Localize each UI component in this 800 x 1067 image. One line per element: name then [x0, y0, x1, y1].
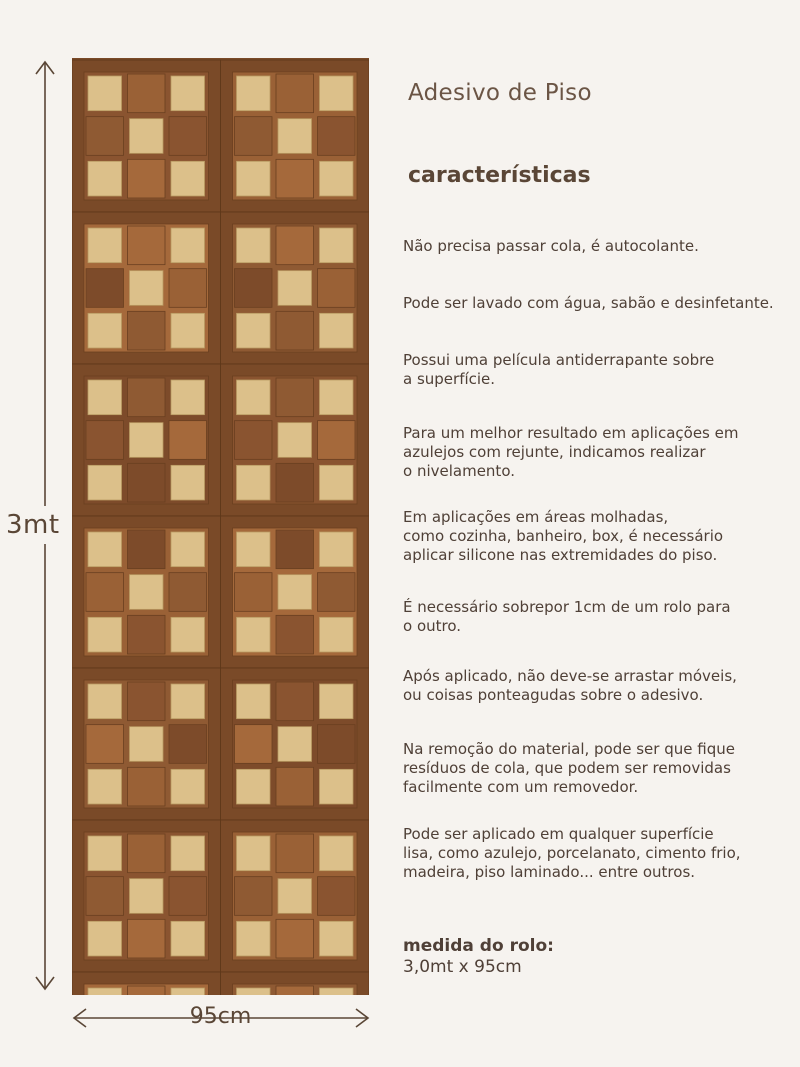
parquet-light-block — [320, 465, 354, 500]
roll-size-label: medida do rolo: — [403, 936, 554, 956]
parquet-light-block — [88, 76, 122, 111]
parquet-light-block — [278, 575, 312, 610]
parquet-dark-block — [169, 573, 207, 612]
parquet-pattern-graphic — [72, 58, 369, 995]
parquet-light-block — [237, 313, 271, 348]
parquet-dark-block — [235, 269, 273, 308]
parquet-dark-block — [128, 530, 166, 569]
parquet-light-block — [237, 228, 271, 263]
parquet-light-block — [237, 836, 271, 871]
parquet-light-block — [278, 423, 312, 458]
parquet-light-block — [88, 465, 122, 500]
parquet-light-block — [88, 836, 122, 871]
parquet-dark-block — [128, 919, 166, 958]
parquet-dark-block — [235, 877, 273, 916]
parquet-light-block — [130, 575, 164, 610]
parquet-dark-block — [128, 615, 166, 654]
parquet-light-block — [320, 684, 354, 719]
parquet-dark-block — [128, 682, 166, 721]
parquet-light-block — [88, 988, 122, 995]
parquet-dark-block — [86, 117, 124, 156]
parquet-dark-block — [86, 269, 124, 308]
parquet-light-block — [88, 161, 122, 196]
parquet-dark-block — [276, 919, 314, 958]
parquet-light-block — [320, 617, 354, 652]
parquet-dark-block — [276, 311, 314, 350]
parquet-dark-block — [235, 725, 273, 764]
parquet-dark-block — [276, 159, 314, 198]
parquet-dark-block — [276, 682, 314, 721]
parquet-dark-block — [86, 421, 124, 460]
parquet-light-block — [171, 684, 205, 719]
parquet-dark-block — [128, 159, 166, 198]
parquet-light-block — [88, 228, 122, 263]
parquet-light-block — [320, 836, 354, 871]
parquet-light-block — [171, 380, 205, 415]
parquet-light-block — [88, 684, 122, 719]
parquet-dark-block — [128, 767, 166, 806]
parquet-dark-block — [128, 463, 166, 502]
parquet-light-block — [171, 76, 205, 111]
parquet-light-block — [171, 769, 205, 804]
parquet-light-block — [278, 271, 312, 306]
parquet-light-block — [320, 313, 354, 348]
parquet-dark-block — [169, 725, 207, 764]
parquet-light-block — [171, 921, 205, 956]
parquet-dark-block — [86, 725, 124, 764]
parquet-dark-block — [276, 378, 314, 417]
parquet-light-block — [171, 161, 205, 196]
parquet-dark-block — [276, 986, 314, 995]
height-dimension-label: 3mt — [6, 506, 60, 544]
parquet-light-block — [130, 879, 164, 914]
parquet-light-block — [237, 921, 271, 956]
parquet-light-block — [88, 313, 122, 348]
parquet-dark-block — [128, 74, 166, 113]
parquet-dark-block — [235, 117, 273, 156]
parquet-dark-block — [128, 311, 166, 350]
parquet-light-block — [88, 921, 122, 956]
parquet-light-block — [237, 161, 271, 196]
parquet-light-block — [237, 532, 271, 567]
parquet-light-block — [171, 836, 205, 871]
feature-item: Não precisa passar cola, é autocolante. — [403, 237, 699, 255]
parquet-light-block — [320, 76, 354, 111]
feature-item: Para um melhor resultado em aplicações em azulejos com rejunte, indicamos realizar o nivelamento. — [403, 424, 739, 480]
parquet-light-block — [88, 380, 122, 415]
parquet-light-block — [278, 879, 312, 914]
parquet-light-block — [237, 465, 271, 500]
parquet-light-block — [130, 727, 164, 762]
parquet-light-block — [278, 727, 312, 762]
parquet-light-block — [320, 161, 354, 196]
feature-item: Após aplicado, não deve-se arrastar móveis, ou coisas ponteagudas sobre o adesivo. — [403, 667, 737, 704]
parquet-light-block — [130, 271, 164, 306]
parquet-dark-block — [128, 986, 166, 995]
parquet-dark-block — [276, 530, 314, 569]
parquet-dark-block — [318, 421, 356, 460]
parquet-dark-block — [86, 573, 124, 612]
features-heading: características — [408, 163, 591, 188]
parquet-dark-block — [235, 421, 273, 460]
feature-item: Na remoção do material, pode ser que fique resíduos de cola, que podem ser removidas facilmente com um removedor. — [403, 740, 735, 796]
parquet-dark-block — [128, 378, 166, 417]
parquet-dark-block — [276, 226, 314, 265]
parquet-dark-block — [169, 877, 207, 916]
parquet-dark-block — [276, 767, 314, 806]
feature-item: É necessário sobrepor 1cm de um rolo para o outro. — [403, 598, 731, 635]
page-title: Adesivo de Piso — [408, 80, 592, 106]
parquet-light-block — [88, 769, 122, 804]
parquet-dark-block — [128, 834, 166, 873]
parquet-dark-block — [318, 117, 356, 156]
parquet-light-block — [171, 532, 205, 567]
parquet-dark-block — [235, 573, 273, 612]
roll-size-value: 3,0mt x 95cm — [403, 957, 522, 977]
parquet-dark-block — [86, 877, 124, 916]
parquet-light-block — [320, 228, 354, 263]
parquet-light-block — [278, 119, 312, 154]
parquet-dark-block — [169, 117, 207, 156]
parquet-dark-block — [318, 877, 356, 916]
parquet-light-block — [320, 988, 354, 995]
parquet-light-block — [320, 769, 354, 804]
width-dimension-label: 95cm — [189, 1004, 252, 1029]
parquet-light-block — [237, 769, 271, 804]
parquet-dark-block — [318, 573, 356, 612]
parquet-dark-block — [276, 834, 314, 873]
feature-item: Em aplicações em áreas molhadas, como cozinha, banheiro, box, é necessário aplicar silicone nas extremidades do piso. — [403, 508, 724, 564]
parquet-dark-block — [276, 74, 314, 113]
parquet-dark-block — [276, 615, 314, 654]
feature-item: Pode ser aplicado em qualquer superfície lisa, como azulejo, porcelanato, cimento frio, madeira, piso laminado... entre outros. — [403, 825, 741, 881]
parquet-light-block — [130, 119, 164, 154]
parquet-light-block — [237, 617, 271, 652]
feature-item: Possui uma película antiderrapante sobre a superfície. — [403, 351, 715, 388]
parquet-light-block — [320, 921, 354, 956]
parquet-light-block — [320, 380, 354, 415]
parquet-light-block — [171, 228, 205, 263]
parquet-light-block — [171, 617, 205, 652]
parquet-light-block — [130, 423, 164, 458]
parquet-dark-block — [169, 269, 207, 308]
parquet-light-block — [171, 465, 205, 500]
parquet-dark-block — [169, 421, 207, 460]
parquet-dark-block — [276, 463, 314, 502]
parquet-light-block — [237, 988, 271, 995]
parquet-light-block — [88, 532, 122, 567]
floor-sticker-pattern — [72, 58, 369, 995]
feature-item: Pode ser lavado com água, sabão e desinfetante. — [403, 294, 774, 312]
parquet-light-block — [88, 617, 122, 652]
parquet-dark-block — [318, 269, 356, 308]
parquet-light-block — [320, 532, 354, 567]
parquet-light-block — [237, 684, 271, 719]
parquet-light-block — [171, 988, 205, 995]
parquet-light-block — [237, 76, 271, 111]
parquet-light-block — [237, 380, 271, 415]
parquet-dark-block — [128, 226, 166, 265]
parquet-dark-block — [318, 725, 356, 764]
parquet-light-block — [171, 313, 205, 348]
